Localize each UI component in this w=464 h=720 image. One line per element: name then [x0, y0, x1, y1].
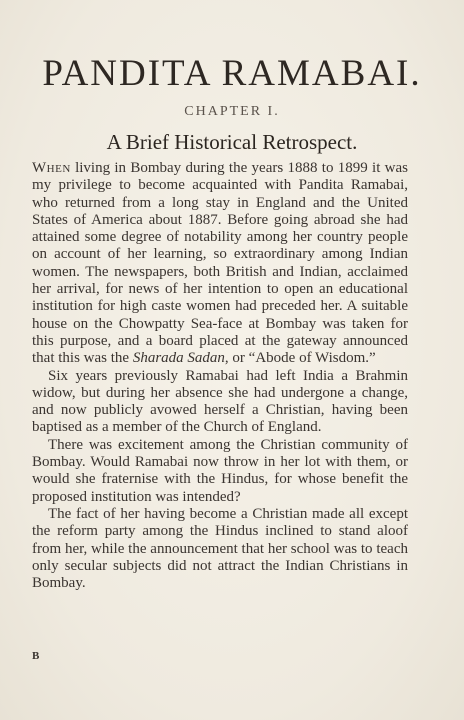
paragraph-2: Six years previously Ramabai had left India a Brahmin widow, but during her absence she had undergone a change, and now publicly avowed herself a Christian, having been baptised as a member of the Church of England.: [32, 367, 408, 436]
chapter-title: A Brief Historical Retrospect.: [106, 130, 358, 154]
body-text: [32, 160, 408, 592]
paragraph-3: There was excitement among the Christian community of Bombay. Would Ramabai now throw in her lot with them, or would she fraternise with the Hindus, for whose benefit the proposed institution was intended?: [32, 436, 408, 505]
drop-word: When: [32, 160, 71, 176]
book-title: PANDITA RAMABAI.: [42, 53, 422, 94]
paragraph-1-text: living in Bombay during the years 1888 to 1899 it was my privilege to become acquainted with Pandita Ramabai, who returned from a long stay in England and the United States of America about 1887. Before going abroad she had attained some degree of notability among her country people on account of her learning, so extraordinary among Indian women. The newspapers, both British and Indian, acclaimed her arrival, for news of her intention to open an educational institution for high caste women had preceded her. A suitable house on the Chowpatty Sea-face at Bombay was taken for this purpose, and a board placed at the gateway announced that this was the: [32, 160, 408, 367]
chapter-label: CHAPTER I.: [184, 104, 280, 119]
signature-mark: B: [32, 650, 40, 662]
sharada-sadan-italic: Sharada Sadan: [132, 350, 225, 367]
paragraph-1-tail: , or “Abode of Wisdom.”: [224, 350, 376, 367]
paragraph-4: The fact of her having become a Christian made all except the reform party among the Hindus inclined to stand aloof from her, while the announcement that her school was to teach only secular subjects did not attract the Indian Christians in Bombay.: [32, 505, 408, 592]
paragraph-1: [32, 160, 408, 368]
